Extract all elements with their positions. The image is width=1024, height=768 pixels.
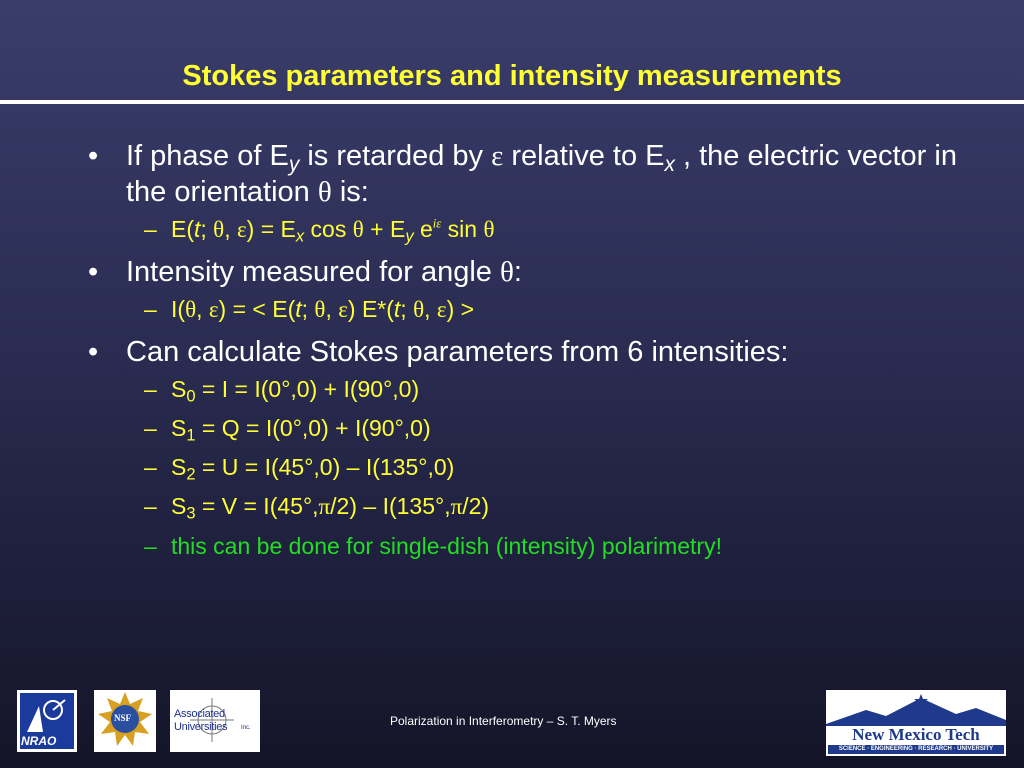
formula-text: + E: [363, 216, 406, 242]
bullet-text: , the electric vector in the orientation: [126, 140, 957, 208]
theta-symbol: θ: [352, 217, 364, 242]
theta-symbol: θ: [413, 297, 425, 322]
bullet-phase: [88, 138, 988, 210]
bullet-text: is retarded by: [299, 140, 492, 172]
bullet-marker: •: [88, 256, 99, 288]
bullet-marker: •: [88, 336, 99, 368]
formula-t: t: [393, 296, 401, 322]
slide-footer: Polarization in Interferometry – S. T. Myers: [390, 714, 617, 728]
subscript-y: y: [405, 226, 414, 246]
associated-universities-logo: [170, 690, 260, 752]
epsilon-symbol: ε: [208, 297, 219, 322]
slide-title: Stokes parameters and intensity measurements: [182, 60, 842, 92]
epsilon-symbol: ε: [338, 297, 348, 322]
pi-symbol: π: [318, 494, 331, 519]
sub-bullet-marker: –: [144, 376, 157, 402]
bullet-text: Can calculate Stokes parameters from 6 intensities:: [126, 336, 789, 368]
formula-text: S: [171, 454, 187, 480]
nmt-logo-name: New Mexico Tech: [852, 725, 980, 744]
bullet-intensity: [88, 254, 988, 290]
bullet-text: relative to E: [503, 140, 665, 172]
nsf-logo-text: NSF: [114, 713, 132, 723]
stokes-s1: [88, 413, 988, 443]
formula-text: S: [171, 415, 187, 441]
sub-bullet-intensity: [88, 294, 988, 325]
subscript-x: x: [295, 226, 305, 246]
stokes-index: 3: [186, 503, 196, 523]
sub-bullet-marker: –: [144, 216, 157, 242]
sub-bullet-field: [88, 214, 988, 245]
single-dish-note: [88, 531, 988, 561]
stokes-s2: [88, 452, 988, 482]
title-underline: [0, 100, 1024, 104]
nsf-logo: [94, 690, 156, 752]
bullet-marker: •: [88, 140, 99, 172]
epsilon-symbol: ε: [436, 297, 447, 322]
stokes-index: 1: [186, 425, 196, 445]
sub-bullet-marker: –: [144, 415, 157, 441]
epsilon-symbol: ε: [491, 140, 504, 172]
formula-text: ) = E: [246, 216, 296, 242]
superscript-i-epsilon: iε: [432, 216, 442, 231]
formula-text: S: [171, 493, 187, 519]
bullet-text: is:: [331, 176, 369, 208]
theta-symbol: θ: [483, 217, 495, 242]
formula-text: ) E*(: [347, 296, 394, 322]
formula-text: = I = I(0°,0) + I(90°,0): [195, 376, 420, 402]
theta-symbol: θ: [185, 297, 197, 322]
formula-text: E(: [171, 216, 194, 242]
formula-text: ;: [200, 216, 214, 242]
formula-text: ) >: [446, 296, 475, 322]
stokes-s3: [88, 491, 988, 522]
nmt-logo-tagline: SCIENCE · ENGINEERING · RESEARCH · UNIVERSITY: [838, 746, 994, 752]
theta-symbol: θ: [213, 217, 225, 242]
sub-bullet-marker: –: [144, 493, 157, 519]
sub-bullet-marker: –: [144, 533, 157, 559]
formula-t: t: [295, 296, 302, 322]
theta-symbol: θ: [317, 176, 332, 208]
bullet-text: If phase of E: [126, 140, 289, 172]
note-text: this can be done for single-dish (intensity) polarimetry!: [171, 533, 722, 559]
formula-text: I(: [171, 296, 186, 322]
bullet-text: Intensity measured for angle: [126, 256, 500, 288]
sub-bullet-marker: –: [144, 296, 157, 322]
formula-text: sin: [441, 216, 484, 242]
new-mexico-tech-logo: [826, 690, 1006, 756]
nrao-logo: [17, 690, 77, 752]
au-logo-line2: Universities: [174, 721, 228, 733]
au-logo-inc: Inc.: [241, 725, 251, 731]
stokes-index: 2: [186, 464, 196, 484]
formula-text: ,: [224, 216, 237, 242]
pi-symbol: π: [450, 494, 463, 519]
formula-t: t: [194, 216, 201, 242]
formula-text: ;: [301, 296, 315, 322]
theta-symbol: θ: [499, 256, 514, 288]
stokes-index: 0: [186, 386, 196, 406]
formula-text: cos: [304, 216, 353, 242]
subscript-y: y: [288, 152, 300, 176]
subscript-x: x: [664, 152, 675, 176]
formula-text: ) = < E(: [218, 296, 296, 322]
formula-text: e: [413, 216, 433, 242]
au-logo-line1: Associated: [174, 708, 225, 720]
slide-content: [88, 138, 988, 570]
formula-text: ,: [196, 296, 209, 322]
formula-text: /2): [462, 493, 490, 519]
theta-symbol: θ: [314, 297, 326, 322]
formula-text: ,: [424, 296, 437, 322]
epsilon-symbol: ε: [236, 217, 247, 242]
bullet-text: :: [513, 256, 522, 288]
formula-text: ,: [325, 296, 339, 322]
formula-text: S: [171, 376, 187, 402]
formula-text: = Q = I(0°,0) + I(90°,0): [195, 415, 431, 441]
bullet-stokes: [88, 334, 988, 370]
formula-text: = V = I(45°,: [195, 493, 319, 519]
formula-text: /2) – I(135°,: [330, 493, 451, 519]
formula-text: = U = I(45°,0) – I(135°,0): [195, 454, 455, 480]
nrao-logo-text: NRAO: [21, 734, 57, 748]
sub-bullet-marker: –: [144, 454, 157, 480]
stokes-s0: [88, 374, 988, 404]
formula-text: ;: [400, 296, 414, 322]
